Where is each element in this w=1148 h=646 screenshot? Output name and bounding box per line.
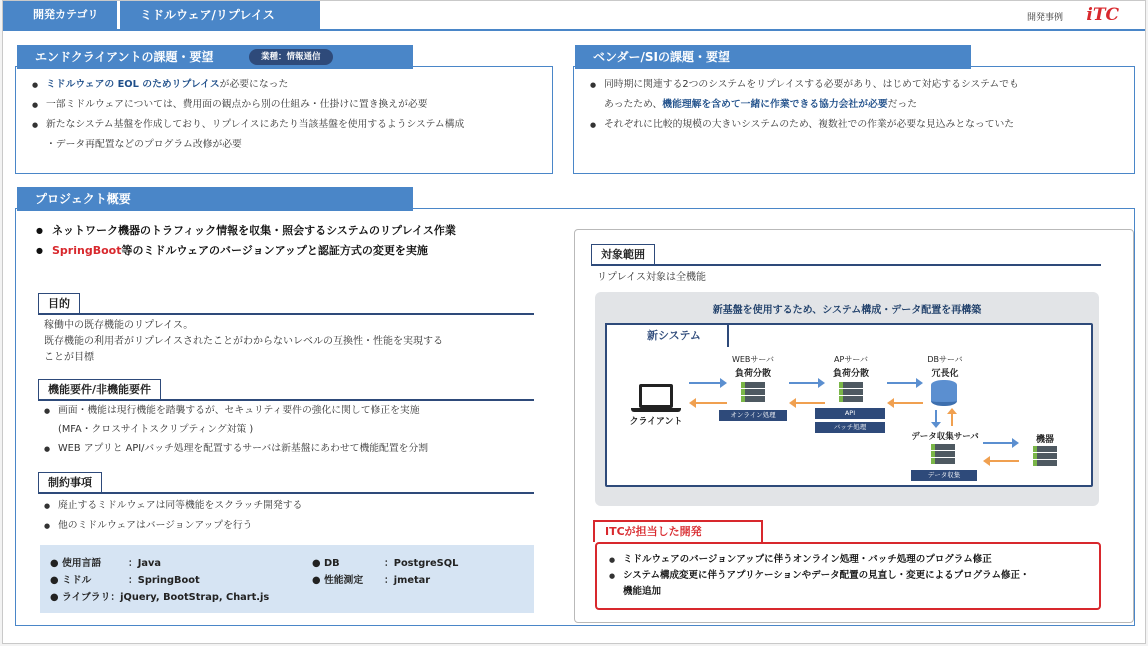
collect-server-label: データ収集サーバ [911,432,979,442]
ap-server-icon [839,382,863,403]
client-issues-tab: エンドクライアントの課題・要望 [17,45,413,69]
arrow-device-to-collect [989,460,1019,462]
tech-db: ● DB ：PostgreSQL [312,558,459,569]
constraint-1: ● 廃止するミドルウェアは同等機能をスクラッチ開発する [44,496,540,516]
db-server-label: DBサーバ [927,355,963,364]
arrow-web-to-client [695,402,727,404]
arrow-client-to-web [689,382,721,384]
category-label: 開発カテゴリ [3,1,117,29]
api-pill: API [815,408,885,419]
vendor-issues-box [573,66,1135,174]
arrow-db-to-ap [893,402,923,404]
scope-panel [574,229,1134,623]
ap-server-label: APサーバ [834,355,868,364]
page-title: ミドルウェア/リプレイス [120,1,320,29]
web-server-icon [741,382,765,403]
tech-stack-panel [40,545,534,613]
requirement-1: ● 画面・機能は現行機能を踏襲するが、セキュリティ要件の強化に関して修正を実施 [44,401,540,421]
header-rule [3,29,1146,31]
project-tab: プロジェクト概要 [17,187,413,211]
constraints-rule [38,492,534,494]
requirements-heading: 機能要件/非機能要件 [38,379,161,399]
itc-item-2: ● システム構成変更に伴うアプリケーションやデータ配置の見直し・変更によるプログラム修正・ [609,568,1095,584]
arrow-ap-to-db [887,382,917,384]
client-issue-3-cont: ・データ再配置などのプログラム改修が必要 [46,139,242,150]
constraint-2: ● 他のミドルウェアはバージョンアップを行う [44,516,540,536]
device-label: 機器 [1035,435,1054,445]
diagram-title: 新基盤を使用するため、システム構成・データ配置を再構築 [712,305,982,316]
device-icon [1033,446,1057,467]
collect-pill: データ収集 [911,470,977,481]
new-system-frame [605,323,1093,487]
arrow-collect-to-device [983,442,1013,444]
vendor-issue-2: ● それぞれに比較的規模の大きいシステムのため、複数社での作業が必要な見込みとなっていた [590,115,1126,135]
itc-dev-box [595,542,1101,610]
database-icon [931,380,957,406]
scope-rule [591,264,1101,266]
web-server-label: WEBサーバ [731,355,775,364]
arrow-db-to-collect-head [931,422,941,428]
client-issue-1: ● ミドルウェアの EOL のためリプレイスが必要になった [32,75,542,95]
vendor-issues-tab: ベンダー/SIの課題・要望 [575,45,971,69]
web-lb-label: 負荷分散 [734,369,771,379]
itc-item-1: ● ミドルウェアのバージョンアップに伴うオンライン処理・バッチ処理のプログラム修正 [609,552,1095,568]
new-system-label: 新システム [605,323,729,347]
client-issue-2: ● 一部ミドルウェアについては、費用面の観点から別の仕組み・仕掛けに置き換えが必要 [32,95,542,115]
requirement-2: ● WEB アプリと API/バッチ処理を配置するサーバは新基盤にあわせて機能配置を分割 [44,439,540,459]
scope-subtitle: リプレイス対象は全機能 [597,272,706,283]
itc-item-2-cont: 機能追加 [623,586,662,597]
laptop-icon [639,384,673,408]
batch-pill: バッチ処理 [815,422,885,433]
tech-middleware: ● ミドル ：SpringBoot [50,575,200,586]
tech-perf: ● 性能測定 ：jmetar [312,575,431,586]
arrow-ap-to-web [795,402,825,404]
arrow-collect-to-db-head [947,408,957,414]
client-issues-box [15,66,553,174]
project-summary [36,221,556,261]
ap-lb-label: 負荷分散 [832,369,869,379]
arrow-collect-to-db [951,412,953,426]
scope-heading: 対象範囲 [591,244,655,264]
vendor-issue-1-cont: あったため、機能理解を含めて一緒に作業できる協力会社が必要だった [604,99,918,110]
tech-lang: ● 使用言語 ：Java [50,558,162,569]
collect-server-icon [931,444,955,465]
constraints-heading: 制約事項 [38,472,102,492]
architecture-diagram [595,292,1099,506]
vendor-issue-1: ● 同時期に関連する2つのシステムをリプレイスする必要があり、はじめて対応するシステムでも [590,75,1126,95]
online-processing-pill: オンライン処理 [719,410,787,421]
client-issue-3: ● 新たなシステム基盤を作成しており、リプレイスにあたり当該基盤を使用するようシステム構成 [32,115,542,135]
case-label: 開発事例 [1026,13,1063,23]
tech-library: ● ライブラリ：jQuery, BootStrap, Chart.js [50,592,270,603]
itc-logo: iTC [1086,5,1119,25]
project-box [15,208,1135,626]
summary-item-1: ● ネットワーク機器のトラフィック情報を収集・照会するシステムのリプレイス作業 [36,224,456,237]
requirement-1-cont: (MFA・クロスサイトスクリプティング対策 ) [58,424,254,435]
arrow-web-to-ap [789,382,819,384]
purpose-heading: 目的 [38,293,80,313]
purpose-text: 稼働中の既存機能のリプレイス。 既存機能の利用者がリプレイスされたことがわからないレベルの互換性・性能を実現する ことが目標 [44,320,443,363]
summary-item-2: ● SpringBoot等のミドルウェアのバージョンアップと認証方式の変更を実施 [36,244,428,257]
db-redundant-label: 冗長化 [931,369,959,379]
industry-badge: 業種：情報通信 [249,49,333,65]
itc-dev-heading: ITCが担当した開発 [593,520,763,542]
laptop-base-icon [631,408,681,412]
purpose-rule [38,313,534,315]
client-label: クライアント [629,417,683,427]
requirements-list [44,401,540,459]
slide [2,0,1146,644]
